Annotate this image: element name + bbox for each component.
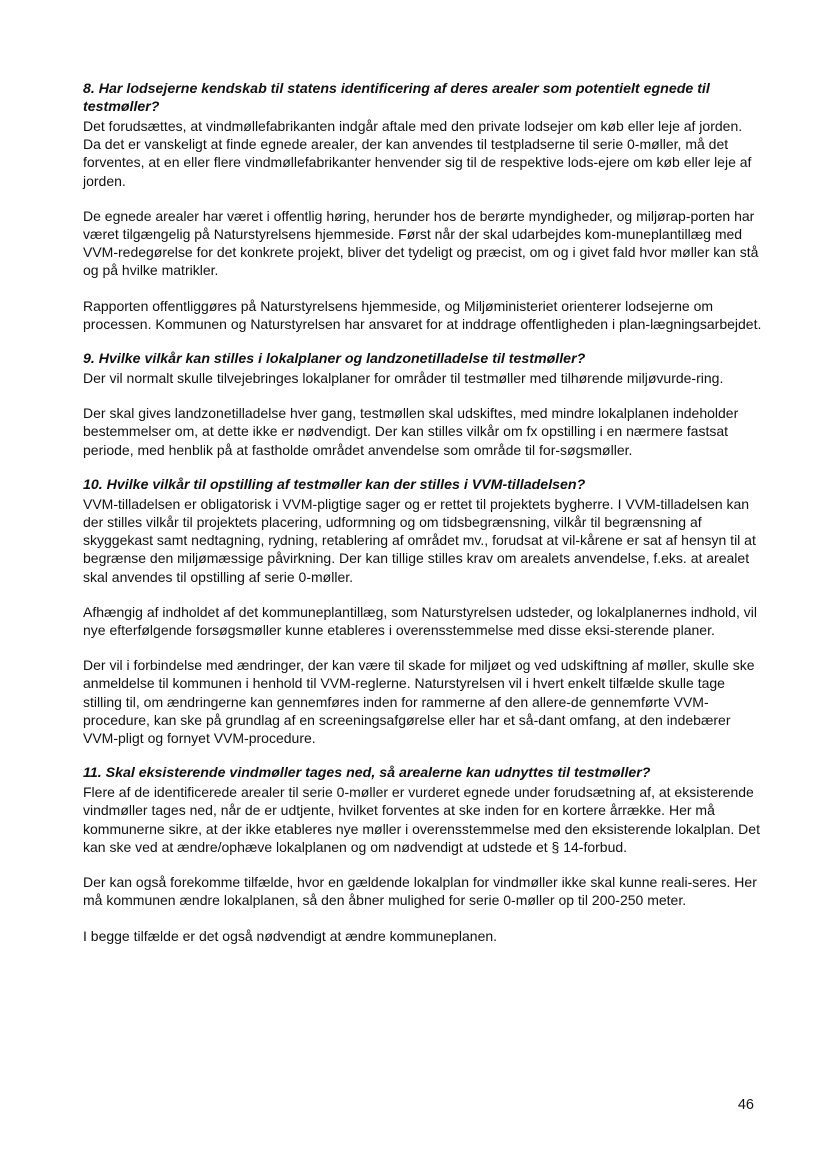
page-number: 46 xyxy=(737,1097,754,1113)
paragraph: Der kan også forekomme tilfælde, hvor en gældende lokalplan for vindmøller ikke skal kunne reali-seres. Her må kommunen ændre lokalplanen, så den åbner mulighed for serie 0-møller op til 200-250 meter. xyxy=(83,874,757,909)
paragraph: I begge tilfælde er det også nødvendigt at ændre kommuneplanen. xyxy=(83,927,498,944)
paragraph: Der vil normalt skulle tilvejebringes lokalplaner for områder til testmøller med tilhørende miljøvurde-ring. xyxy=(83,370,724,387)
section-9 xyxy=(83,350,763,459)
paragraph: Afhængig af indholdet af det kommuneplantillæg, som Naturstyrelsen udsteder, og lokalplanernes indhold, vil nye efterfølgende forsøgsmøller kunne etableres i overensstemmelse med disse eksi-sterende planer. xyxy=(83,603,757,639)
paragraph: Der skal gives landzonetilladelse hver gang, testmøllen skal udskiftes, med mindre lokalplanen indeholder bestemmelser om, at dette ikke er nødvendigt. Der kan stilles vilkår om fx opstilling i en nærmere fastsat periode, med henblik på at fastholde området anvendelse som område til for-søgsmøller. xyxy=(83,405,739,458)
section-heading: 8. Har lodsejerne kendskab til statens identificering af deres arealer som potentielt egnede til testmøller? xyxy=(83,81,710,115)
paragraph: Rapporten offentliggøres på Naturstyrelsens hjemmeside, og Miljøministeriet orienterer lodsejerne om processen. Kommunen og Naturstyrelsen har ansvaret for at inddrage offentligheden i plan-lægningsarbejdet. xyxy=(83,297,762,332)
paragraph: Der vil i forbindelse med ændringer, der kan være til skade for miljøet og ved udskiftning af møller, skulle ske anmeldelse til kommunen i henhold til VVM-reglerne. Naturstyrelsen vil i hvert enkelt tilfælde skulle tage stilling til, om ændringerne kan gennemføres inden for rammerne af den allere-de gennemførte VVM-procedure, kan ske på grundlag af en screeningsafgørelse eller har et så-dant omfang, at den indebærer VVM-pligt og fornyet VVM-procedure. xyxy=(83,657,755,747)
section-heading: 9. Hvilke vilkår kan stilles i lokalplaner og landzonetilladelse til testmøller? xyxy=(83,351,586,368)
section-heading: 11. Skal eksisterende vindmøller tages ned, så arealerne kan udnyttes til testmøller? xyxy=(83,765,651,782)
document-page xyxy=(83,80,763,962)
section-11 xyxy=(83,764,763,944)
section-10 xyxy=(83,476,763,747)
section-heading: 10. Hvilke vilkår til opstilling af testmøller kan der stilles i VVM-tilladelsen? xyxy=(83,476,586,493)
paragraph: VVM-tilladelsen er obligatorisk i VVM-pligtige sager og er rettet til projektets bygherre. I VVM-tilladelsen kan der stilles vilkår til projektets placering, udformning og om tidsbegrænsning, vilkår til begrænsning af skyggekast samt nedtagning, rydning, retablering af området mv., forudsat at vil-kårene er sat af hensyn til at begrænse den miljømæssige påvirkning. Der kan tillige stilles krav om arealets anvendelse, f.eks. at arealet skal anvendes til opstilling af serie 0-møller. xyxy=(83,495,756,585)
section-8 xyxy=(83,80,763,333)
paragraph: Det forudsættes, at vindmøllefabrikanten indgår aftale med den private lodsejer om køb eller leje af jorden. Da det er vanskeligt at finde egnede arealer, der kan anvendes til testpladserne til serie 0-møller, må det forventes, at en eller flere vindmøllefabrikanter henvender sig til de respektive lods-ejere om køb eller leje af jorden. xyxy=(83,118,752,189)
paragraph: De egnede arealer har været i offentlig høring, herunder hos de berørte myndigheder, og miljørap-porten har været tilgængelig på Naturstyrelsens hjemmeside. Først når der skal udarbejdes kom-muneplantillæg med VVM-redegørelse for det konkrete projekt, bliver det tydeligt og præcist, om og i givet fald hvor møller kan stå og på hvilke matrikler. xyxy=(83,207,759,279)
paragraph: Flere af de identificerede arealer til serie 0-møller er vurderet egnede under forudsætning af, at eksisterende vindmøller tages ned, når de er udtjente, hvilket forventes at ske inden for en kortere årrække. Her må kommunerne sikre, at der ikke etableres nye møller i overensstemmelse med den eksisterende lokalplan. Det kan ske ved at ændre/ophæve lokalplanen og om nødvendigt at udstede et § 14-forbud. xyxy=(83,784,760,855)
